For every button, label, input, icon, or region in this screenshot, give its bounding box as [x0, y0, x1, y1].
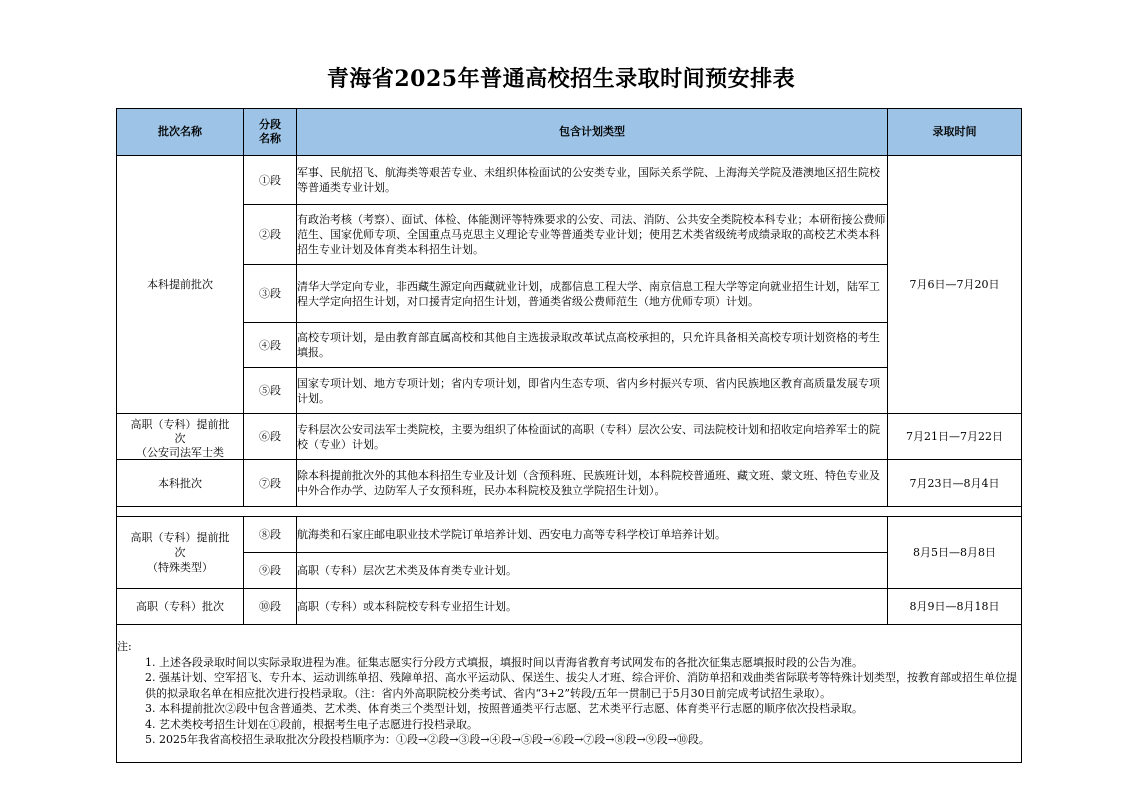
segment-cell: ④段 — [244, 323, 297, 368]
notes-cell — [117, 625, 1022, 763]
plan-content-cell: 航海类和石家庄邮电职业技术学院订单培养计划、西安电力高等专科学校订单培养计划。 — [297, 517, 888, 553]
note-item: 3. 本科提前批次②段中包含普通类、艺术类、体育类三个类型计划，按照普通类平行志愿、艺术类平行志愿、体育类平行志愿的顺序依次投档录取。 — [145, 702, 863, 716]
admission-time-cell: 7月6日—7月20日 — [888, 156, 1022, 414]
admission-time-cell: 7月23日—8月4日 — [888, 460, 1022, 507]
batch-name-cell: 本科提前批次 — [117, 156, 244, 414]
segment-cell: ①段 — [244, 156, 297, 205]
plan-content-cell: 有政治考核（考察）、面试、体检、体能测评等特殊要求的公安、司法、消防、公共安全类院校本科专业；本研衔接公费师范生、国家优师专项、全国重点马克思主义理论专业等普通类专业计划；使用艺术类省级统考成绩录取的高校艺术类本科招生专业计划及体育类本科招生计划。 — [297, 205, 888, 265]
admission-time-cell: 8月9日—8月18日 — [888, 589, 1022, 625]
segment-cell: ③段 — [244, 265, 297, 323]
header-segment-line1: 分段 — [259, 118, 281, 131]
admission-schedule-table — [116, 108, 1022, 763]
table-header-row — [117, 109, 1022, 156]
admission-time-cell: 8月5日—8月8日 — [888, 517, 1022, 589]
admission-time-cell: 7月21日—7月22日 — [888, 414, 1022, 460]
table-row — [117, 460, 1022, 507]
segment-cell: ⑦段 — [244, 460, 297, 507]
segment-cell: ⑧段 — [244, 517, 297, 553]
table-row — [117, 205, 1022, 265]
header-segment — [244, 109, 297, 156]
batch-name-line3: （特殊类型） — [147, 561, 213, 574]
batch-name-cell: 本科批次 — [117, 460, 244, 507]
header-batch: 批次名称 — [117, 109, 244, 156]
segment-cell: ⑤段 — [244, 368, 297, 414]
header-segment-line2: 名称 — [259, 132, 281, 145]
plan-content-cell: 国家专项计划、地方专项计划；省内专项计划，即省内生态专项、省内乡村振兴专项、省内民族地区教育高质量发展专项计划。 — [297, 368, 888, 414]
table-row — [117, 553, 1022, 589]
table-row — [117, 156, 1022, 205]
plan-content-cell: 高职（专科）或本科院校专科专业招生计划。 — [297, 589, 888, 625]
segment-cell: ②段 — [244, 205, 297, 265]
batch-name-cell — [117, 517, 244, 589]
spacer-cell — [117, 507, 1022, 517]
segment-cell: ⑥段 — [244, 414, 297, 460]
batch-name-line1: 高职（专科）提前批 — [130, 417, 230, 431]
table-row — [117, 414, 1022, 460]
table-row — [117, 265, 1022, 323]
notes-label: 注: — [117, 640, 132, 654]
spacer-row — [117, 507, 1022, 517]
plan-content-cell: 除本科提前批次外的其他本科招生专业及计划（含预科班、民族班计划，本科院校普通班、藏文班、蒙文班、特色专业及中外合作办学、边防军人子女预科班，民办本科院校及独立学院招生计划）。 — [297, 460, 888, 507]
note-item: 2. 强基计划、空军招飞、专升本、运动训练单招、残障单招、高水平运动队、保送生、拔尖人才班、综合评价、消防单招和戏曲类省际联考等特殊计划类型，按教育部或招生单位提供的拟录取名单在相应批次进行投档录取。（注：省内外高职院校分类考试、省内“3+2”转段/五年一贯制已于5月30日前完成考试招生录取）。 — [145, 671, 1017, 700]
plan-content-cell: 高校专项计划，是由教育部直属高校和其他自主选拔录取改革试点高校承担的，只允许具备相关高校专项计划资格的考生填报。 — [297, 323, 888, 368]
batch-name-line3: （公安司法军士类 — [136, 445, 224, 459]
notes-row — [117, 625, 1022, 763]
plan-content-cell: 军事、民航招飞、航海类等艰苦专业、未组织体检面试的公安类专业，国际关系学院、上海海关学院及港澳地区招生院校等普通类专业计划。 — [297, 156, 888, 205]
header-content: 包含计划类型 — [297, 109, 888, 156]
plan-content-cell: 清华大学定向专业，非西藏生源定向西藏就业计划，成都信息工程大学、南京信息工程大学等定向就业招生计划，陆军工程大学定向招生计划，对口援青定向招生计划，普通类省级公费师范生（地方优师专项）计划。 — [297, 265, 888, 323]
plan-content-cell: 专科层次公安司法军士类院校，主要为组织了体检面试的高职（专科）层次公安、司法院校计划和招收定向培养军士的院校（专业）计划。 — [297, 414, 888, 460]
batch-name-line2: 次 — [174, 431, 186, 445]
header-time: 录取时间 — [888, 109, 1022, 156]
batch-name-cell — [117, 414, 244, 460]
segment-cell: ⑨段 — [244, 553, 297, 589]
table-row — [117, 589, 1022, 625]
batch-name-cell: 高职（专科）批次 — [117, 589, 244, 625]
page-title: 青海省2025年普通高校招生录取时间预安排表 — [326, 66, 796, 92]
plan-content-cell: 高职（专科）层次艺术类及体育类专业计划。 — [297, 553, 888, 589]
batch-name-line2: 次 — [174, 546, 186, 559]
note-item: 5. 2025年我省高校招生录取批次分段投档顺序为：①段→②段→③段→④段→⑤段→⑥段→⑦段→⑧段→⑨段→⑩段。 — [145, 733, 710, 747]
batch-name-line1: 高职（专科）提前批 — [130, 531, 230, 544]
table-row — [117, 323, 1022, 368]
table-row — [117, 517, 1022, 553]
table-row — [117, 368, 1022, 414]
note-item: 1. 上述各段录取时间以实际录取进程为准。征集志愿实行分段方式填报，填报时间以青海省教育考试网发布的各批次征集志愿填报时段的公告为准。 — [145, 655, 863, 669]
note-item: 4. 艺术类校考招生计划在①段前，根据考生电子志愿进行投档录取。 — [145, 717, 478, 731]
segment-cell: ⑩段 — [244, 589, 297, 625]
